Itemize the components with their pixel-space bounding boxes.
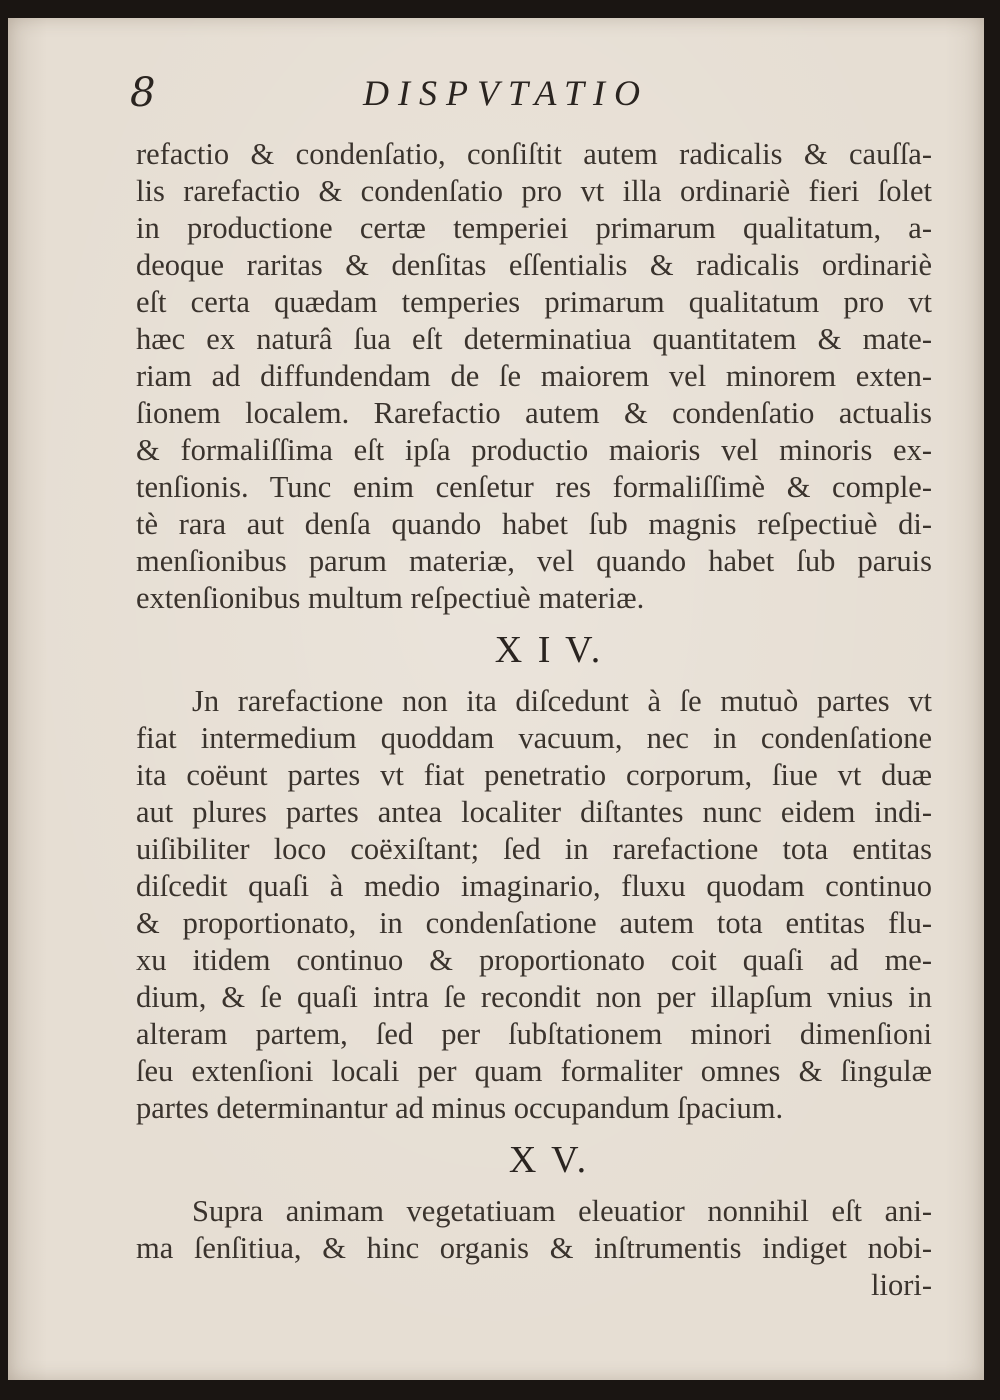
text-line: partes determinantur ad minus occupandum ſpacium. [136, 1091, 784, 1125]
page-header [8, 70, 984, 130]
text-line: lis rarefactio & condenſatio pro vt illa ordinariè fieri ſolet [136, 174, 932, 208]
text-line: uiſibiliter loco coëxiſtant; ſed in rarefactione tota entitas [136, 832, 932, 866]
paragraph-xv [136, 1193, 932, 1304]
text-line: in productione certæ temperiei primarum qualitatum, a- [136, 211, 932, 245]
text-line: deoque raritas & denſitas eſſentialis & radicalis ordinariè [136, 248, 932, 282]
text-line: & formaliſſima eſt ipſa productio maioris vel minoris ex- [136, 433, 932, 467]
text-line: extenſionibus multum reſpectiuè materiæ. [136, 581, 645, 615]
text-line: hæc ex naturâ ſua eſt determinatiua quantitatem & mate- [136, 322, 932, 356]
section-heading-xv: X V. [508, 1139, 590, 1181]
page-number: 8 [130, 70, 156, 116]
text-line: Jn rarefactione non ita diſcedunt à ſe mutuò partes vt [192, 684, 932, 718]
body-text [136, 136, 932, 1304]
text-line: tenſionis. Tunc enim cenſetur res formaliſſimè & comple- [136, 470, 932, 504]
paragraph-continued [136, 136, 932, 617]
text-line: fiat intermedium quoddam vacuum, nec in condenſatione [136, 721, 932, 755]
text-line: tè rara aut denſa quando habet ſub magnis reſpectiuè di- [136, 507, 932, 541]
text-line: eſt certa quædam temperies primarum qualitatum pro vt [136, 285, 932, 319]
text-line: menſionibus parum materiæ, vel quando habet ſub paruis [136, 544, 932, 578]
text-line: & proportionato, in condenſatione autem tota entitas flu- [136, 906, 932, 940]
text-line: ma ſenſitiua, & hinc organis & inſtrumentis indiget nobi- [136, 1231, 932, 1265]
catchword: liori- [871, 1268, 932, 1302]
text-line: aut plures partes antea localiter diſtantes nunc eidem indi- [136, 795, 932, 829]
text-line: riam ad diffundendam de ſe maiorem vel minorem exten- [136, 359, 932, 393]
text-line: dium, & ſe quaſi intra ſe recondit non per illapſum vnius in [136, 980, 932, 1014]
running-title: DISPVTATIO [363, 73, 649, 113]
text-line: xu itidem continuo & proportionato coit quaſi ad me- [136, 943, 932, 977]
text-line: ita coëunt partes vt fiat penetratio corporum, ſiue vt duæ [136, 758, 932, 792]
text-line: ſionem localem. Rarefactio autem & condenſatio actualis [136, 396, 932, 430]
paragraph-xiv [136, 683, 932, 1127]
text-line: diſcedit quaſi à medio imaginario, fluxu quodam continuo [136, 869, 932, 903]
text-line: refactio & condenſatio, conſiſtit autem radicalis & cauſſa- [136, 137, 932, 171]
text-line: Supra animam vegetatiuam eleuatior nonnihil eſt ani- [192, 1194, 932, 1228]
book-page [8, 18, 984, 1380]
text-line: alteram partem, ſed per ſubſtationem minori dimenſioni [136, 1017, 932, 1051]
text-line: ſeu extenſioni locali per quam formaliter omnes & ſingulæ [136, 1054, 932, 1088]
section-heading-xiv: X I V. [494, 629, 604, 671]
